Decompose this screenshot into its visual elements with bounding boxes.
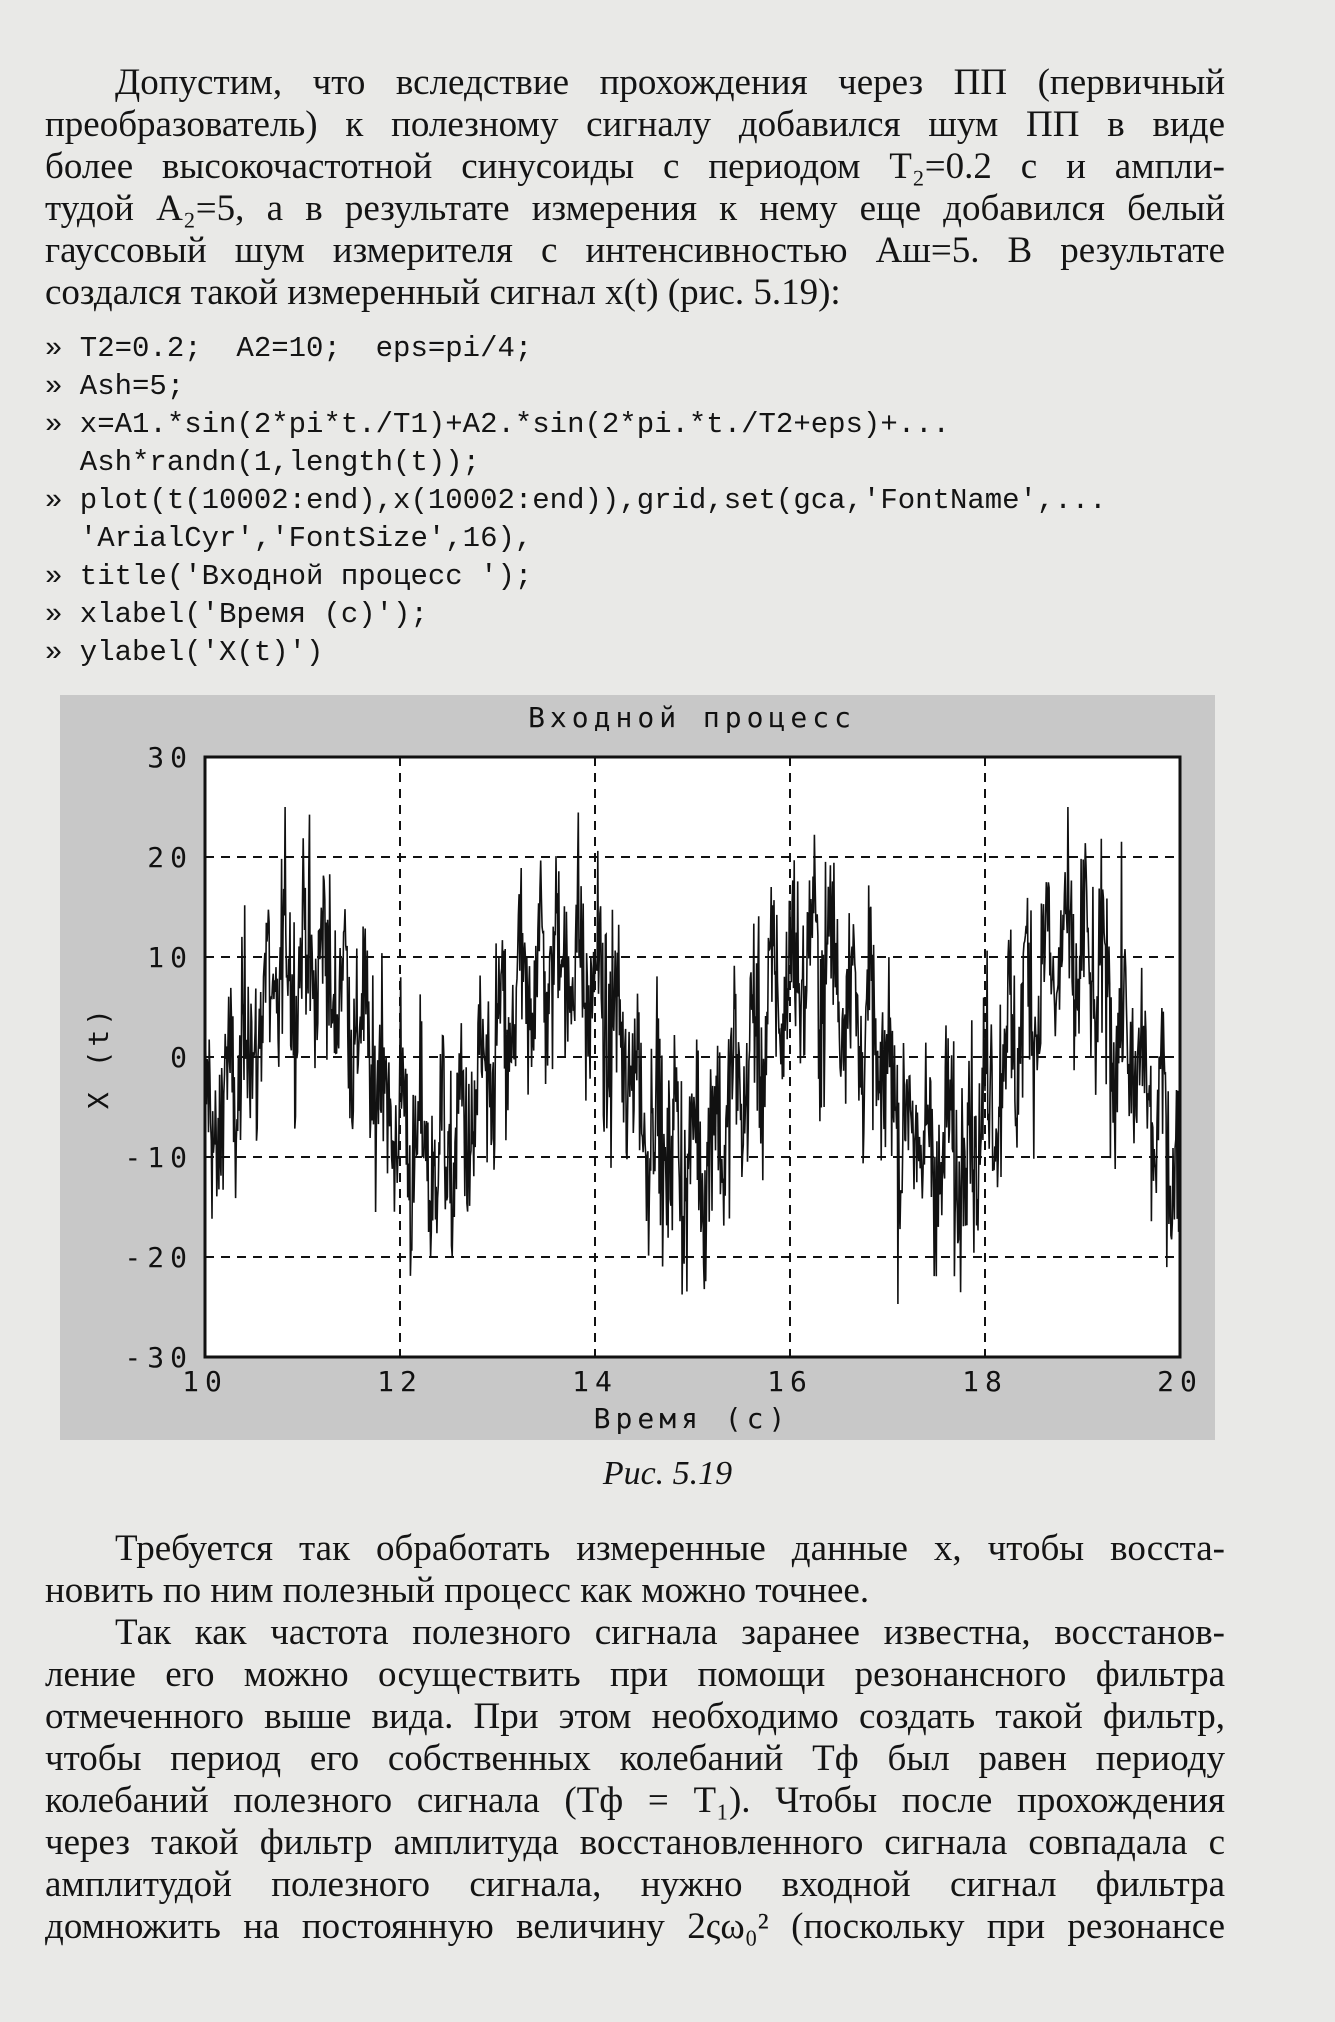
code-line: » ylabel('X(t)')	[45, 636, 324, 669]
code-line: » Ash=5;	[45, 370, 185, 403]
chart-title: Входной процесс	[528, 701, 856, 734]
code-listing	[45, 330, 1245, 672]
y-tick-labels	[124, 741, 193, 1374]
text-line: через такой фильтр амплитуда восстановленного сигнала совпадала с	[45, 1822, 1225, 1863]
code-line: » x=A1.*sin(2*pi*t./T1)+A2.*sin(2*pi.*t./T2+eps)+...	[45, 408, 950, 441]
text-line: тудой A₂=5, а в результате измерения к нему еще добавился белый	[45, 188, 1225, 229]
text-line: отмеченного выше вида. При этом необходимо создать такой фильтр,	[45, 1696, 1225, 1737]
y-tick-label: 10	[147, 941, 193, 974]
code-line: » xlabel('Время (c)');	[45, 598, 428, 631]
y-tick-label: -10	[124, 1141, 193, 1174]
y-tick-label: 30	[147, 741, 193, 774]
x-tick-label: 12	[377, 1365, 423, 1398]
text-line: преобразователь) к полезному сигналу добавился шум ПП в виде	[45, 104, 1225, 145]
x-axis-label: Время (с)	[593, 1402, 791, 1435]
code-line: 'ArialCyr','FontSize',16),	[45, 522, 533, 555]
paragraph-filter	[45, 1612, 1225, 1948]
text-line: Так как частота полезного сигнала заранее известна, восстанов-	[115, 1612, 1225, 1653]
text-line: колебаний полезного сигнала (Tф = T₁). Чтобы после прохождения	[45, 1780, 1225, 1821]
y-tick-label: -30	[124, 1341, 193, 1374]
text-line: создался такой измеренный сигнал x(t) (рис. 5.19):	[45, 272, 841, 313]
code-line: » T2=0.2; A2=10; eps=pi/4;	[45, 332, 533, 365]
code-line: » title('Входной процесс ');	[45, 560, 533, 593]
text-line: домножить на постоянную величину 2ςω₀² (поскольку при резонансе	[45, 1906, 1225, 1947]
x-tick-label: 10	[182, 1365, 228, 1398]
text-line: Требуется так обработать измеренные данные x, чтобы восста-	[115, 1528, 1225, 1569]
x-tick-label: 16	[767, 1365, 813, 1398]
text-line: гауссовый шум измерителя с интенсивностью Aш=5. В результате	[45, 230, 1225, 271]
signal-chart	[60, 695, 1215, 1440]
text-line: амплитудой полезного сигнала, нужно входной сигнал фильтра	[45, 1864, 1225, 1905]
y-tick-label: 0	[170, 1041, 193, 1074]
paragraph-intro	[45, 62, 1225, 314]
x-tick-label: 18	[962, 1365, 1008, 1398]
code-line: » plot(t(10002:end),x(10002:end)),grid,set(gca,'FontName',...	[45, 484, 1107, 517]
code-line: Ash*randn(1,length(t));	[45, 446, 481, 479]
y-axis-label: X (t)	[82, 1004, 115, 1110]
text-line: Допустим, что вследствие прохождения через ПП (первичный	[115, 62, 1225, 103]
paragraph-task	[45, 1528, 1225, 1612]
text-line: более высокочастотной синусоиды с периодом T₂=0.2 с и ампли-	[45, 146, 1225, 187]
x-tick-label: 14	[572, 1365, 618, 1398]
x-tick-labels	[182, 1365, 1203, 1398]
text-line: новить по ним полезный процесс как можно точнее.	[45, 1570, 870, 1611]
y-tick-label: 20	[147, 841, 193, 874]
text-line: чтобы период его собственных колебаний Tф был равен периоду	[45, 1738, 1225, 1779]
y-tick-label: -20	[124, 1241, 193, 1274]
text-line: ление его можно осуществить при помощи резонансного фильтра	[45, 1654, 1225, 1695]
figure-5-19	[60, 695, 1215, 1440]
figure-caption: Рис. 5.19	[602, 1455, 733, 1492]
x-tick-label: 20	[1157, 1365, 1203, 1398]
